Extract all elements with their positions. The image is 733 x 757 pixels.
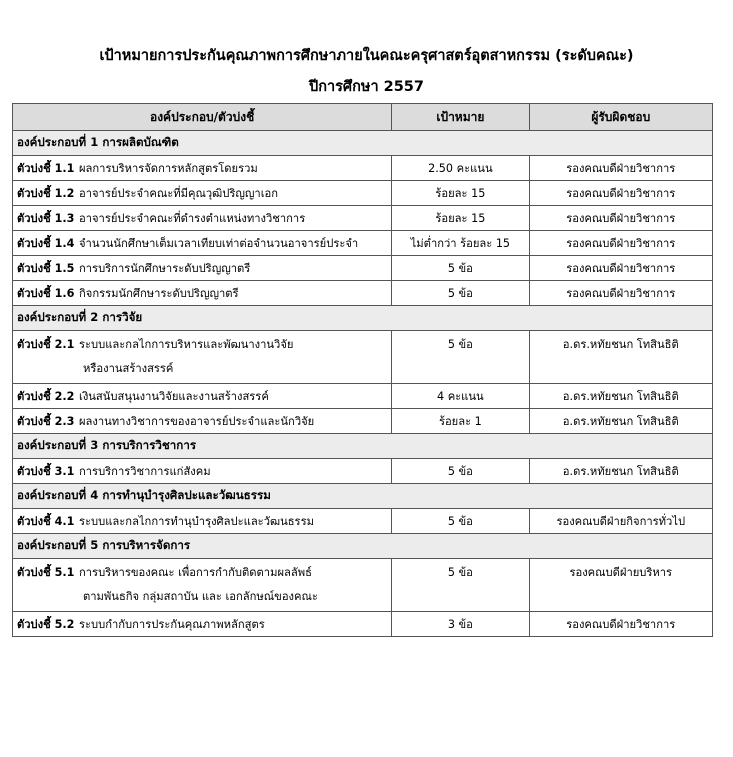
target-cell: 2.50 คะแนน bbox=[392, 156, 529, 181]
indicator-cell bbox=[13, 612, 392, 637]
component-row bbox=[13, 534, 713, 559]
target-cell: 5 ข้อ bbox=[392, 331, 529, 384]
indicator-text: การบริการวิชาการแก่สังคม bbox=[79, 465, 211, 478]
indicator-row bbox=[13, 559, 713, 612]
target-cell: 5 ข้อ bbox=[392, 281, 529, 306]
indicator-cell bbox=[13, 331, 392, 384]
target-cell: 5 ข้อ bbox=[392, 459, 529, 484]
owner-cell: รองคณบดีฝ่ายบริหาร bbox=[529, 559, 712, 612]
indicator-cell bbox=[13, 181, 392, 206]
owner-cell: อ.ดร.หทัยชนก โทสินธิติ bbox=[529, 409, 712, 434]
indicator-row bbox=[13, 181, 713, 206]
header-target: เป้าหมาย bbox=[392, 104, 529, 131]
indicator-code: ตัวบ่งชี้ 1.6 bbox=[17, 287, 75, 300]
indicator-code: ตัวบ่งชี้ 1.1 bbox=[17, 162, 75, 175]
indicator-text: การบริการนักศึกษาระดับปริญญาตรี bbox=[79, 262, 251, 275]
indicator-row bbox=[13, 384, 713, 409]
table-body bbox=[13, 131, 713, 637]
indicator-cell bbox=[13, 281, 392, 306]
owner-cell: รองคณบดีฝ่ายวิชาการ bbox=[529, 156, 712, 181]
header-owner: ผู้รับผิดชอบ bbox=[529, 104, 712, 131]
indicator-cell bbox=[13, 559, 392, 612]
target-cell: ร้อยละ 15 bbox=[392, 206, 529, 231]
target-cell: 5 ข้อ bbox=[392, 559, 529, 612]
indicator-row bbox=[13, 331, 713, 384]
indicator-text: กิจกรรมนักศึกษาระดับปริญญาตรี bbox=[79, 287, 239, 300]
table-header-row bbox=[13, 104, 713, 131]
indicator-row bbox=[13, 281, 713, 306]
indicator-code: ตัวบ่งชี้ 1.4 bbox=[17, 237, 75, 250]
target-cell: 5 ข้อ bbox=[392, 256, 529, 281]
indicator-text: การบริหารของคณะ เพื่อการกำกับติดตามผลลัพธ์ bbox=[79, 566, 312, 579]
indicator-text: ผลงานทางวิชาการของอาจารย์ประจำและนักวิจัย bbox=[79, 415, 315, 428]
indicator-text: อาจารย์ประจำคณะที่มีคุณวุฒิปริญญาเอก bbox=[79, 187, 279, 200]
indicator-code: ตัวบ่งชี้ 1.2 bbox=[17, 187, 75, 200]
indicator-row bbox=[13, 231, 713, 256]
indicator-code: ตัวบ่งชี้ 5.1 bbox=[17, 566, 75, 579]
indicator-text: อาจารย์ประจำคณะที่ดำรงตำแหน่งทางวิชาการ bbox=[79, 212, 306, 225]
component-label: องค์ประกอบที่ 4 การทำนุบำรุงศิลปะและวัฒนธรรม bbox=[13, 484, 713, 509]
owner-cell: รองคณบดีฝ่ายวิชาการ bbox=[529, 612, 712, 637]
indicator-row bbox=[13, 256, 713, 281]
indicator-text: ระบบและกลไกการทำนุบำรุงศิลปะและวัฒนธรรม bbox=[79, 515, 314, 528]
indicator-row bbox=[13, 459, 713, 484]
owner-cell: อ.ดร.หทัยชนก โทสินธิติ bbox=[529, 459, 712, 484]
target-cell: 4 คะแนน bbox=[392, 384, 529, 409]
indicator-code: ตัวบ่งชี้ 2.1 bbox=[17, 338, 75, 351]
indicator-code: ตัวบ่งชี้ 5.2 bbox=[17, 618, 75, 631]
indicator-code: ตัวบ่งชี้ 2.2 bbox=[17, 390, 75, 403]
indicator-cell bbox=[13, 459, 392, 484]
owner-cell: รองคณบดีฝ่ายวิชาการ bbox=[529, 256, 712, 281]
indicator-text: ระบบกำกับการประกันคุณภาพหลักสูตร bbox=[79, 618, 265, 631]
owner-cell: รองคณบดีฝ่ายวิชาการ bbox=[529, 281, 712, 306]
component-row bbox=[13, 484, 713, 509]
document-subtitle: ปีการศึกษา 2557 bbox=[308, 79, 424, 95]
indicator-text: ระบบและกลไกการบริหารและพัฒนางานวิจัย bbox=[79, 338, 294, 351]
target-cell: 5 ข้อ bbox=[392, 509, 529, 534]
indicator-row bbox=[13, 409, 713, 434]
qa-targets-table bbox=[12, 103, 713, 637]
component-label: องค์ประกอบที่ 1 การผลิตบัณฑิต bbox=[13, 131, 713, 156]
indicator-text-line2: หรืองานสร้างสรรค์ bbox=[83, 362, 174, 375]
indicator-code: ตัวบ่งชี้ 1.3 bbox=[17, 212, 75, 225]
indicator-row bbox=[13, 206, 713, 231]
component-label: องค์ประกอบที่ 3 การบริการวิชาการ bbox=[13, 434, 713, 459]
owner-cell: รองคณบดีฝ่ายวิชาการ bbox=[529, 231, 712, 256]
indicator-row bbox=[13, 509, 713, 534]
indicator-cell bbox=[13, 256, 392, 281]
component-row bbox=[13, 131, 713, 156]
owner-cell: รองคณบดีฝ่ายวิชาการ bbox=[529, 206, 712, 231]
indicator-cell bbox=[13, 156, 392, 181]
component-label: องค์ประกอบที่ 5 การบริหารจัดการ bbox=[13, 534, 713, 559]
owner-cell: อ.ดร.หทัยชนก โทสินธิติ bbox=[529, 384, 712, 409]
indicator-text: ผลการบริหารจัดการหลักสูตรโดยรวม bbox=[79, 162, 258, 175]
indicator-row bbox=[13, 612, 713, 637]
owner-cell: รองคณบดีฝ่ายวิชาการ bbox=[529, 181, 712, 206]
target-cell: ร้อยละ 1 bbox=[392, 409, 529, 434]
indicator-cell bbox=[13, 509, 392, 534]
target-cell: ไม่ต่ำกว่า ร้อยละ 15 bbox=[392, 231, 529, 256]
component-label: องค์ประกอบที่ 2 การวิจัย bbox=[13, 306, 713, 331]
header-indicator: องค์ประกอบ/ตัวบ่งชี้ bbox=[13, 104, 392, 131]
indicator-row bbox=[13, 156, 713, 181]
owner-cell: อ.ดร.หทัยชนก โทสินธิติ bbox=[529, 331, 712, 384]
indicator-code: ตัวบ่งชี้ 4.1 bbox=[17, 515, 75, 528]
indicator-cell bbox=[13, 231, 392, 256]
target-cell: ร้อยละ 15 bbox=[392, 181, 529, 206]
indicator-cell bbox=[13, 384, 392, 409]
indicator-text: จำนวนนักศึกษาเต็มเวลาเทียบเท่าต่อจำนวนอาจารย์ประจำ bbox=[79, 237, 359, 250]
target-cell: 3 ข้อ bbox=[392, 612, 529, 637]
indicator-code: ตัวบ่งชี้ 1.5 bbox=[17, 262, 75, 275]
document-title: เป้าหมายการประกันคุณภาพการศึกษาภายในคณะครุศาสตร์อุตสาหกรรม (ระดับคณะ) bbox=[99, 48, 634, 64]
component-row bbox=[13, 434, 713, 459]
owner-cell: รองคณบดีฝ่ายกิจการทั่วไป bbox=[529, 509, 712, 534]
indicator-cell bbox=[13, 206, 392, 231]
indicator-code: ตัวบ่งชี้ 3.1 bbox=[17, 465, 75, 478]
indicator-text: เงินสนับสนุนงานวิจัยและงานสร้างสรรค์ bbox=[79, 390, 269, 403]
component-row bbox=[13, 306, 713, 331]
indicator-code: ตัวบ่งชี้ 2.3 bbox=[17, 415, 75, 428]
indicator-cell bbox=[13, 409, 392, 434]
indicator-text-line2: ตามพันธกิจ กลุ่มสถาบัน และ เอกลักษณ์ของคณะ bbox=[83, 590, 318, 603]
